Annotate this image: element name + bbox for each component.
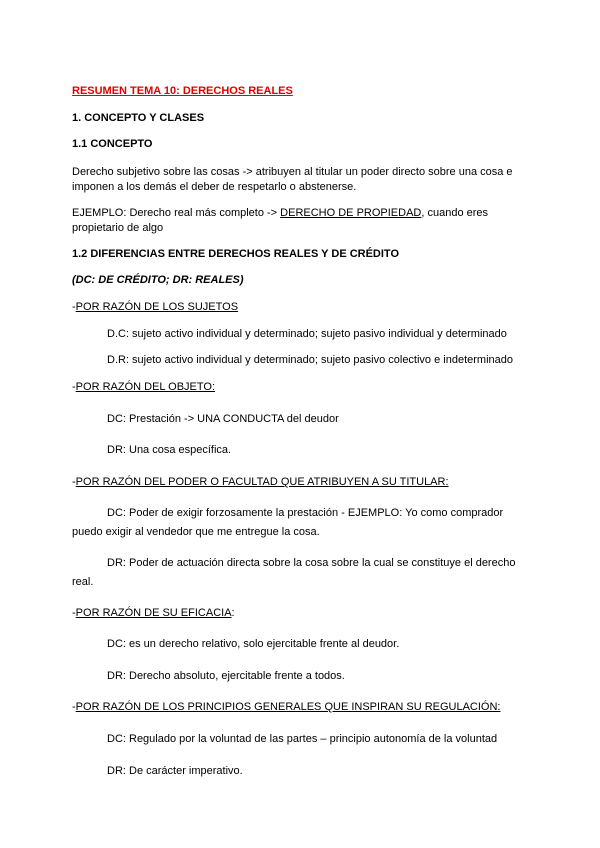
group-heading-objeto: -POR RAZÓN DEL OBJETO: bbox=[72, 381, 216, 393]
list-item: DC: Regulado por la voluntad de las partes – principio autonomía de la voluntad bbox=[107, 733, 498, 745]
section-heading-1-2: 1.2 DIFERENCIAS ENTRE DERECHOS REALES Y DE CRÉDITO bbox=[72, 248, 400, 260]
list-item: DC: Poder de exigir forzosamente la prestación - EJEMPLO: Yo como comprador bbox=[107, 507, 504, 519]
list-item: DR: Una cosa específica. bbox=[107, 444, 232, 456]
list-item-continuation: real. bbox=[72, 576, 94, 588]
list-item: DC: Prestación -> UNA CONDUCTA del deudor bbox=[107, 413, 339, 425]
section-heading-1: 1. CONCEPTO Y CLASES bbox=[72, 112, 205, 124]
abbreviation-legend: (DC: DE CRÉDITO; DR: REALES) bbox=[72, 274, 244, 286]
list-item-continuation: puedo exigir al vendedor que me entregue la cosa. bbox=[72, 526, 320, 538]
list-item: DR: Derecho absoluto, ejercitable frente a todos. bbox=[107, 670, 345, 682]
group-heading-principios: -POR RAZÓN DE LOS PRINCIPIOS GENERALES QUE INSPIRAN SU REGULACIÓN: bbox=[72, 701, 501, 713]
concept-line-2: imponen a los demás el deber de respetarlo o abstenerse. bbox=[72, 181, 357, 193]
list-item: DR: De carácter imperativo. bbox=[107, 765, 243, 777]
example-prefix: EJEMPLO: Derecho real más completo -> bbox=[72, 207, 281, 219]
list-item: DC: es un derecho relativo, solo ejercitable frente al deudor. bbox=[107, 638, 400, 650]
section-heading-1-1: 1.1 CONCEPTO bbox=[72, 138, 153, 150]
example-line-1 bbox=[72, 206, 488, 220]
list-item: D.R: sujeto activo individual y determinado; sujeto pasivo colectivo e indeterminado bbox=[107, 354, 513, 366]
group-heading-poder: -POR RAZÓN DEL PODER O FACULTAD QUE ATRIBUYEN A SU TITULAR: bbox=[72, 476, 449, 488]
group-heading-eficacia: -POR RAZÓN DE SU EFICACIA: bbox=[72, 607, 235, 619]
example-line-2: propietario de algo bbox=[72, 222, 164, 234]
list-item: DR: Poder de actuación directa sobre la cosa sobre la cual se constituye el derecho bbox=[107, 557, 516, 569]
example-suffix: , cuando eres bbox=[421, 207, 489, 219]
concept-line-1: Derecho subjetivo sobre las cosas -> atribuyen al titular un poder directo sobre una cosa e bbox=[72, 166, 513, 178]
list-item: D.C: sujeto activo individual y determinado; sujeto pasivo individual y determinado bbox=[107, 328, 507, 340]
example-underlined: DERECHO DE PROPIEDAD bbox=[280, 207, 422, 219]
group-heading-sujetos: -POR RAZÓN DE LOS SUJETOS bbox=[72, 301, 239, 313]
document-title: RESUMEN TEMA 10: DERECHOS REALES bbox=[72, 85, 293, 97]
